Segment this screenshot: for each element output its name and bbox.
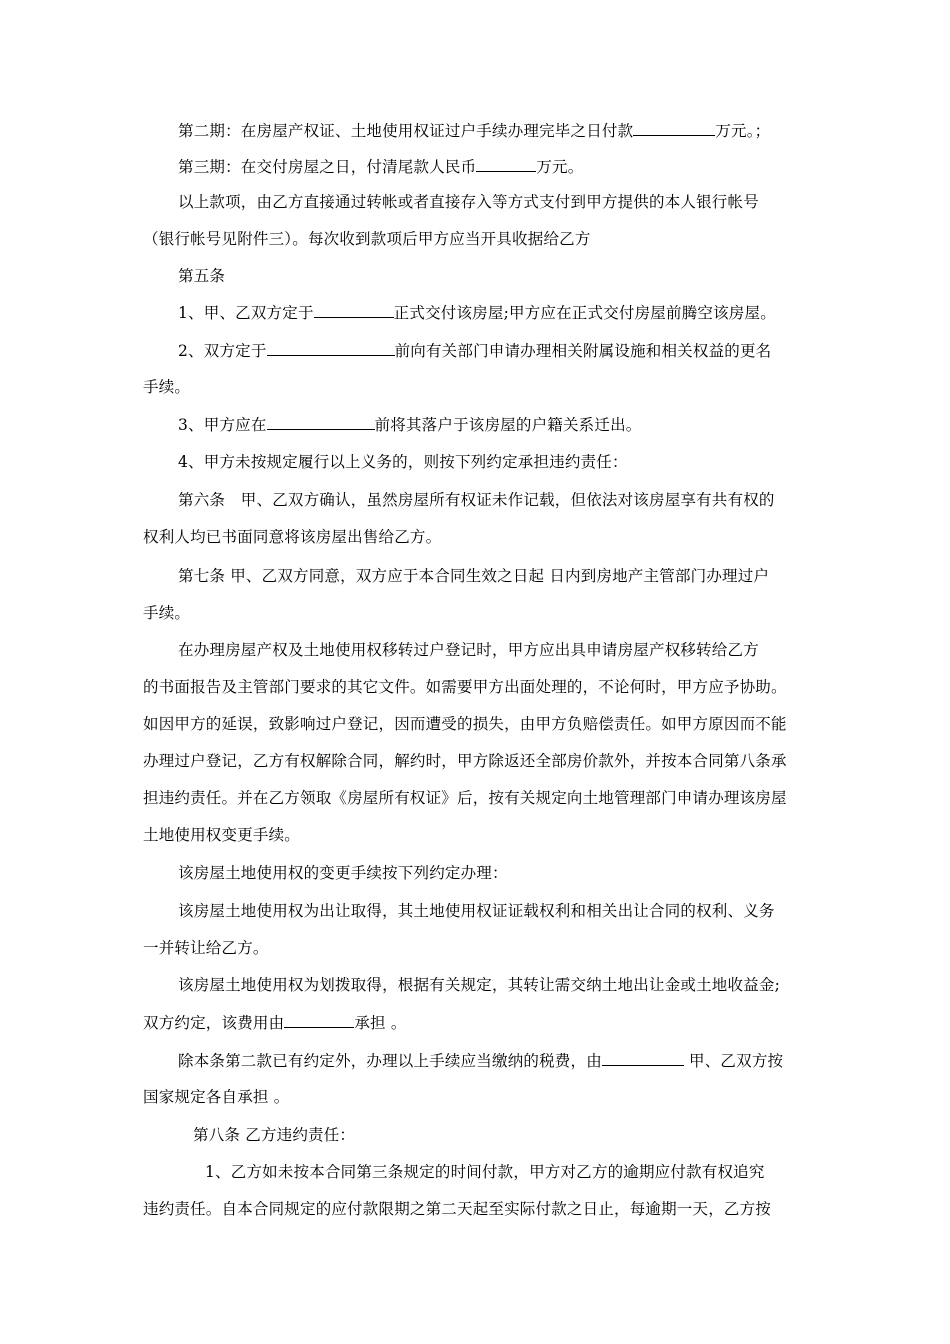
paragraph-line: 手续。 — [143, 378, 191, 396]
paragraph-line — [143, 1012, 803, 1033]
text-segment: 除本条第二款已有约定外，办理以上手续应当缴纳的税费，由 — [178, 1052, 602, 1070]
text-segment: 第三期：在交付房屋之日，付清尾款人民币 — [178, 158, 477, 176]
paragraph-line: 办理过户登记，乙方有权解除合同，解约时，甲方除返还全部房价款外，并按本合同第八条承 — [143, 752, 787, 770]
paragraph-line: 手续。 — [143, 604, 191, 622]
text-segment: 万元。 — [536, 158, 584, 176]
clause-item — [143, 302, 838, 323]
fill-in-blank — [314, 302, 394, 318]
paragraph-line: 第六条 甲、乙双方确认，虽然房屋所有权证未作记载，但依法对该房屋享有共有权的 — [178, 491, 775, 509]
paragraph-line: 国家规定各自承担 。 — [143, 1088, 290, 1106]
paragraph-line: 违约责任。自本合同规定的应付款限期之第二天起至实际付款之日止，每逾期一天，乙方按 — [143, 1200, 772, 1218]
paragraph-line: 一并转让给乙方。 — [143, 939, 269, 957]
fill-in-blank — [267, 414, 375, 430]
paragraph-line: 该房屋土地使用权为划拨取得，根据有关规定，其转让需交纳土地出让金或土地收益金; — [178, 976, 781, 994]
clause-item: 1、乙方如未按本合同第三条规定的时间付款，甲方对乙方的逾期应付款有权追究 — [205, 1163, 765, 1181]
clause-item: 4、甲方未按规定履行以上义务的，则按下列约定承担违约责任： — [178, 453, 628, 471]
text-segment: 双方约定，该费用由 — [143, 1014, 285, 1032]
clause-item — [143, 340, 838, 361]
paragraph-line: 该房屋土地使用权的变更手续按下列约定办理： — [178, 864, 508, 882]
text-segment: 承担 。 — [354, 1014, 407, 1032]
paragraph-line: 担违约责任。并在乙方领取《房屋所有权证》后，按有关规定向土地管理部门申请办理该房屋 — [143, 789, 787, 807]
text-segment: 1、甲、乙双方定于 — [178, 304, 314, 322]
clause-payment-phase-2 — [143, 120, 838, 141]
paragraph-line: 在办理房屋产权及土地使用权移转过户登记时，甲方应出具申请房屋产权移转给乙方 — [178, 641, 759, 659]
text-segment: 2、双方定于 — [178, 342, 267, 360]
text-segment: 第二期：在房屋产权证、土地使用权证过户手续办理完毕之日付款 — [178, 122, 634, 140]
paragraph-line — [143, 1050, 838, 1071]
text-segment: 前将其落户于该房屋的户籍关系迁出。 — [374, 416, 642, 434]
fill-in-blank — [602, 1050, 684, 1066]
paragraph-line: （银行帐号见附件三）。每次收到款项后甲方应当开具收据给乙方 — [143, 230, 591, 248]
fill-in-blank — [476, 156, 536, 172]
clause-item — [143, 414, 838, 435]
text-segment: 前向有关部门申请办理相关附属设施和相关权益的更名 — [394, 342, 772, 360]
fill-in-blank — [633, 120, 715, 136]
paragraph-line: 土地使用权变更手续。 — [143, 826, 301, 844]
clause-payment-phase-3 — [143, 156, 838, 177]
paragraph-line: 的书面报告及主管部门要求的其它文件。如需要甲方出面处理的，不论何时，甲方应予协助。 — [143, 678, 787, 696]
paragraph-line: 以上款项，由乙方直接通过转帐或者直接存入等方式支付到甲方提供的本人银行帐号 — [178, 193, 759, 211]
article-heading: 第八条 乙方违约责任： — [193, 1126, 356, 1144]
fill-in-blank — [284, 1012, 354, 1028]
fill-in-blank — [267, 340, 395, 356]
paragraph-line: 权利人均已书面同意将该房屋出售给乙方。 — [143, 528, 442, 546]
text-segment: 万元。； — [715, 122, 771, 140]
text-segment: 3、甲方应在 — [178, 416, 267, 434]
paragraph-line: 该房屋土地使用权为出让取得，其土地使用权证证载权利和相关出让合同的权利、义务 — [178, 902, 775, 920]
text-segment: 甲、乙双方按 — [683, 1052, 784, 1070]
paragraph-line: 第七条 甲、乙双方同意，双方应于本合同生效之日起 日内到房地产主管部门办理过户 — [178, 567, 770, 585]
paragraph-line: 如因甲方的延误，致影响过户登记，因而遭受的损失，由甲方负赔偿责任。如甲方原因而不能 — [143, 715, 787, 733]
text-segment: 正式交付该房屋;甲方应在正式交付房屋前腾空该房屋。 — [393, 304, 776, 322]
article-heading: 第五条 — [178, 267, 226, 285]
